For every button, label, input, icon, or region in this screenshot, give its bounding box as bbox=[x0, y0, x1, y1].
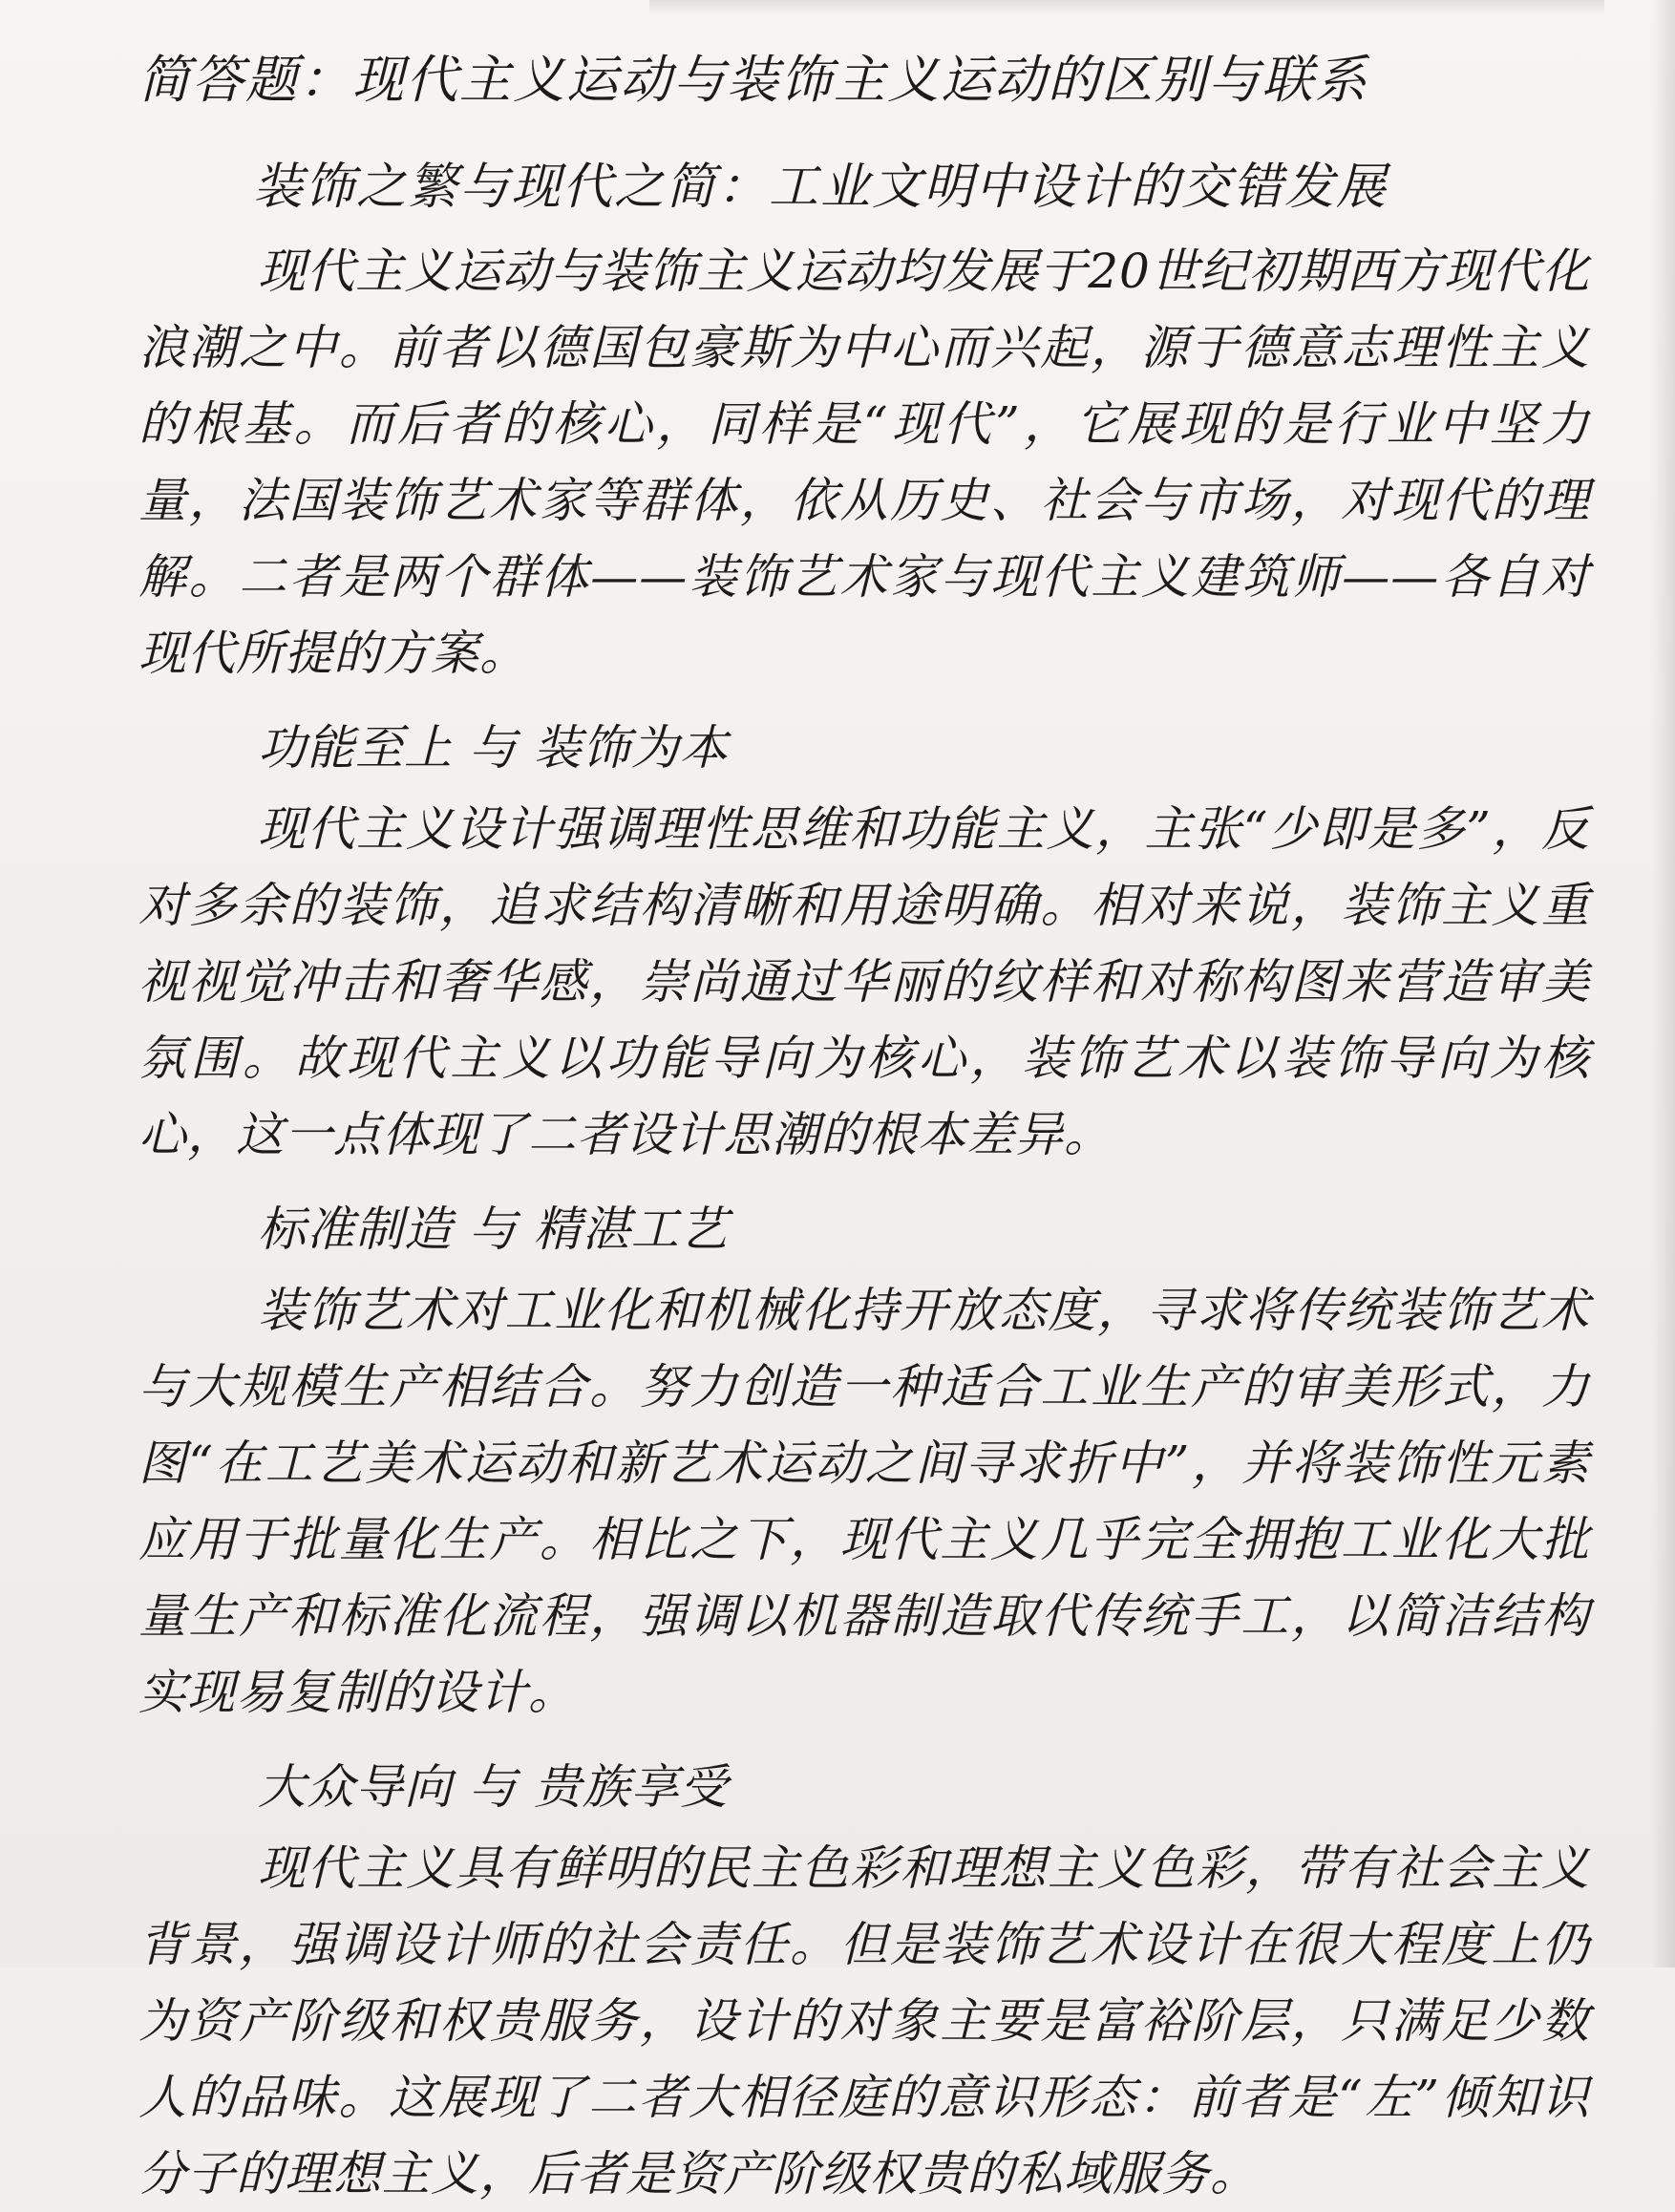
page-edge-shadow bbox=[1650, 0, 1675, 1967]
section-body-function-vs-decoration: 现代主义设计强调理性思维和功能主义，主张“少即是多”，反对多余的装饰，追求结构清晰和用途明确。相对来说，装饰主义重视视觉冲击和奢华感，崇尚通过华丽的纹样和对称构图来营造审美氛围。故现代主义以功能导向为核心，装饰艺术以装饰导向为核心，这一点体现了二者设计思潮的根本差异。 bbox=[138, 801, 1590, 1162]
question-title: 简答题：现代主义运动与装饰主义运动的区别与联系 bbox=[138, 50, 1368, 110]
intro-paragraph: 现代主义运动与装饰主义运动均发展于20世纪初期西方现代化浪潮之中。前者以德国包豪斯为中心而兴起，源于德意志理性主义的根基。而后者的核心，同样是“现代”，它展现的是行业中坚力量，法国装饰艺术家等群体，依从历史、社会与市场，对现代的理解。二者是两个群体——装饰艺术家与现代主义建筑师——各自对现代所提的方案。 bbox=[138, 244, 1590, 681]
show-through-ink bbox=[649, 0, 1604, 15]
handwritten-text bbox=[138, 38, 1590, 2212]
section-heading-masses-vs-elite: 大众导向 与 贵族享受 bbox=[258, 1759, 729, 1815]
section-heading-manufacturing-vs-craft: 标准制造 与 精湛工艺 bbox=[258, 1202, 729, 1257]
section-body-masses-vs-elite: 现代主义具有鲜明的民主色彩和理想主义色彩，带有社会主义背景，强调设计师的社会责任。但是装饰艺术设计在很大程度上仍为资产阶级和权贵服务，设计的对象主要是富裕阶层，只满足少数人的品味。这展现了二者大相径庭的意识形态：前者是“左”倾知识分子的理想主义，后者是资产阶级权贵的私域服务。 bbox=[138, 1840, 1590, 2201]
section-body-manufacturing-vs-craft: 装饰艺术对工业化和机械化持开放态度，寻求将传统装饰艺术与大规模生产相结合。努力创造一种适合工业生产的审美形式，力图“在工艺美术运动和新艺术运动之间寻求折中”，并将装饰性元素应用于批量化生产。相比之下，现代主义几乎完全拥抱工业化大批量生产和标准化流程，强调以机器制造取代传统手工，以简洁结构实现易复制的设计。 bbox=[138, 1283, 1590, 1720]
section-heading-function-vs-decoration: 功能至上 与 装饰为本 bbox=[258, 720, 729, 776]
essay-heading: 装饰之繁与现代之简：工业文明中设计的交错发展 bbox=[253, 159, 1389, 216]
